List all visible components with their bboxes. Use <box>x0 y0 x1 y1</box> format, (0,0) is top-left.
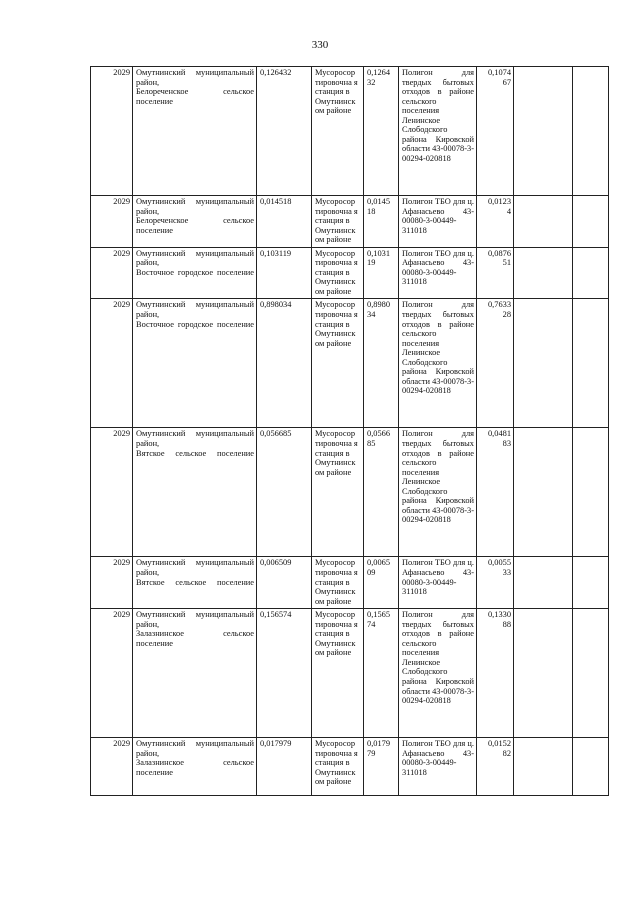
source-facility-cell: Мусоросор тировочна я станция в Омутнинск ом районе <box>312 67 364 196</box>
territory-name: Омутнинский муниципальный район, <box>136 610 254 629</box>
territory-name: Омутнинский муниципальный район, <box>136 197 254 216</box>
source-facility-cell: Мусоросор тировочна я станция в Омутнинск ом районе <box>312 609 364 738</box>
destination-facility-cell: Полигон для твердых бытовых отходов в районе сельского поселения Ленинское Слободского района Кировской области 43-00078-3-00294-020818 <box>399 67 477 196</box>
source-facility-cell: Мусоросор тировочна я станция в Омутнинск ом районе <box>312 738 364 796</box>
destination-facility-cell: Полигон для твердых бытовых отходов в районе сельского поселения Ленинское Слободского района Кировской области 43-00078-3-00294-020818 <box>399 428 477 557</box>
source-facility-cell: Мусоросор тировочна я станция в Омутнинск ом районе <box>312 299 364 428</box>
transferred-mass-cell: 0,1565 74 <box>364 609 399 738</box>
empty-cell <box>573 247 609 299</box>
destination-facility-cell: Полигон ТБО для ц. Афанасьево 43-00080-3-00449-311018 <box>399 196 477 248</box>
empty-cell <box>514 428 573 557</box>
empty-cell <box>514 196 573 248</box>
territory-cell <box>133 609 257 738</box>
territory-cell <box>133 557 257 609</box>
disposed-mass-cell: 0,0152 82 <box>477 738 514 796</box>
territory-name: Омутнинский муниципальный район, <box>136 68 254 87</box>
destination-facility-cell: Полигон для твердых бытовых отходов в районе сельского поселения Ленинское Слободского района Кировской области 43-00078-3-00294-020818 <box>399 299 477 428</box>
waste-flow-table <box>90 66 609 796</box>
mass-cell: 0,006509 <box>257 557 312 609</box>
empty-cell <box>514 67 573 196</box>
empty-cell <box>573 299 609 428</box>
page-number: 330 <box>311 39 329 51</box>
year-cell: 2029 <box>91 609 133 738</box>
empty-cell <box>573 609 609 738</box>
transferred-mass-cell: 0,8980 34 <box>364 299 399 428</box>
empty-cell <box>514 557 573 609</box>
territory-cell <box>133 247 257 299</box>
year-cell: 2029 <box>91 428 133 557</box>
territory-settlement: Залазнинское сельское поселение <box>136 758 254 777</box>
territory-name: Омутнинский муниципальный район, <box>136 300 254 320</box>
territory-name: Омутнинский муниципальный район, <box>136 429 254 449</box>
disposed-mass-cell: 0,1330 88 <box>477 609 514 738</box>
territory-settlement: Восточное городское поселение <box>136 319 254 329</box>
destination-facility-cell: Полигон ТБО для ц. Афанасьево 43-00080-3-00449-311018 <box>399 247 477 299</box>
transferred-mass-cell: 0,1264 32 <box>364 67 399 196</box>
destination-facility-cell: Полигон ТБО для ц. Афанасьево 43-00080-3-00449-311018 <box>399 738 477 796</box>
territory-cell <box>133 428 257 557</box>
source-facility-cell: Мусоросор тировочна я станция в Омутнинск ом районе <box>312 428 364 557</box>
table-body <box>91 67 609 796</box>
source-facility-cell: Мусоросор тировочна я станция в Омутнинск ом районе <box>312 196 364 248</box>
empty-cell <box>514 247 573 299</box>
transferred-mass-cell: 0,1031 19 <box>364 247 399 299</box>
empty-cell <box>573 428 609 557</box>
disposed-mass-cell: 0,0876 51 <box>477 247 514 299</box>
year-cell: 2029 <box>91 67 133 196</box>
mass-cell: 0,014518 <box>257 196 312 248</box>
table-row <box>91 247 609 299</box>
empty-cell <box>573 196 609 248</box>
mass-cell: 0,898034 <box>257 299 312 428</box>
source-facility-cell: Мусоросор тировочна я станция в Омутнинск ом районе <box>312 247 364 299</box>
year-cell: 2029 <box>91 557 133 609</box>
territory-cell <box>133 67 257 196</box>
territory-settlement: Белореченское сельское поселение <box>136 216 254 235</box>
territory-name: Омутнинский муниципальный район, <box>136 558 254 578</box>
table-row <box>91 428 609 557</box>
transferred-mass-cell: 0,0179 79 <box>364 738 399 796</box>
source-facility-cell: Мусоросор тировочна я станция в Омутнинск ом районе <box>312 557 364 609</box>
territory-name: Омутнинский муниципальный район, <box>136 248 254 268</box>
table-row <box>91 299 609 428</box>
transferred-mass-cell: 0,0145 18 <box>364 196 399 248</box>
disposed-mass-cell: 0,0123 4 <box>477 196 514 248</box>
table-row <box>91 557 609 609</box>
territory-settlement: Белореченское сельское поселение <box>136 87 254 106</box>
year-cell: 2029 <box>91 247 133 299</box>
empty-cell <box>573 557 609 609</box>
territory-cell <box>133 196 257 248</box>
disposed-mass-cell: 0,1074 67 <box>477 67 514 196</box>
mass-cell: 0,126432 <box>257 67 312 196</box>
table-row <box>91 67 609 196</box>
destination-facility-cell: Полигон ТБО для ц. Афанасьево 43-00080-3-00449-311018 <box>399 557 477 609</box>
table-row <box>91 196 609 248</box>
territory-settlement: Залазнинское сельское поселение <box>136 629 254 648</box>
empty-cell <box>514 299 573 428</box>
year-cell: 2029 <box>91 196 133 248</box>
territory-cell <box>133 299 257 428</box>
transferred-mass-cell: 0,0566 85 <box>364 428 399 557</box>
territory-cell <box>133 738 257 796</box>
territory-settlement: Вятское сельское поселение <box>136 448 254 458</box>
transferred-mass-cell: 0,0065 09 <box>364 557 399 609</box>
table-row <box>91 609 609 738</box>
territory-settlement: Вятское сельское поселение <box>136 577 254 587</box>
disposed-mass-cell: 0,7633 28 <box>477 299 514 428</box>
territory-settlement: Восточное городское поселение <box>136 267 254 277</box>
empty-cell <box>573 738 609 796</box>
destination-facility-cell: Полигон для твердых бытовых отходов в районе сельского поселения Ленинское Слободского района Кировской области 43-00078-3-00294-020818 <box>399 609 477 738</box>
empty-cell <box>514 738 573 796</box>
territory-name: Омутнинский муниципальный район, <box>136 739 254 758</box>
table-row <box>91 738 609 796</box>
mass-cell: 0,017979 <box>257 738 312 796</box>
empty-cell <box>514 609 573 738</box>
mass-cell: 0,056685 <box>257 428 312 557</box>
year-cell: 2029 <box>91 299 133 428</box>
mass-cell: 0,156574 <box>257 609 312 738</box>
disposed-mass-cell: 0,0481 83 <box>477 428 514 557</box>
mass-cell: 0,103119 <box>257 247 312 299</box>
empty-cell <box>573 67 609 196</box>
disposed-mass-cell: 0,0055 33 <box>477 557 514 609</box>
year-cell: 2029 <box>91 738 133 796</box>
